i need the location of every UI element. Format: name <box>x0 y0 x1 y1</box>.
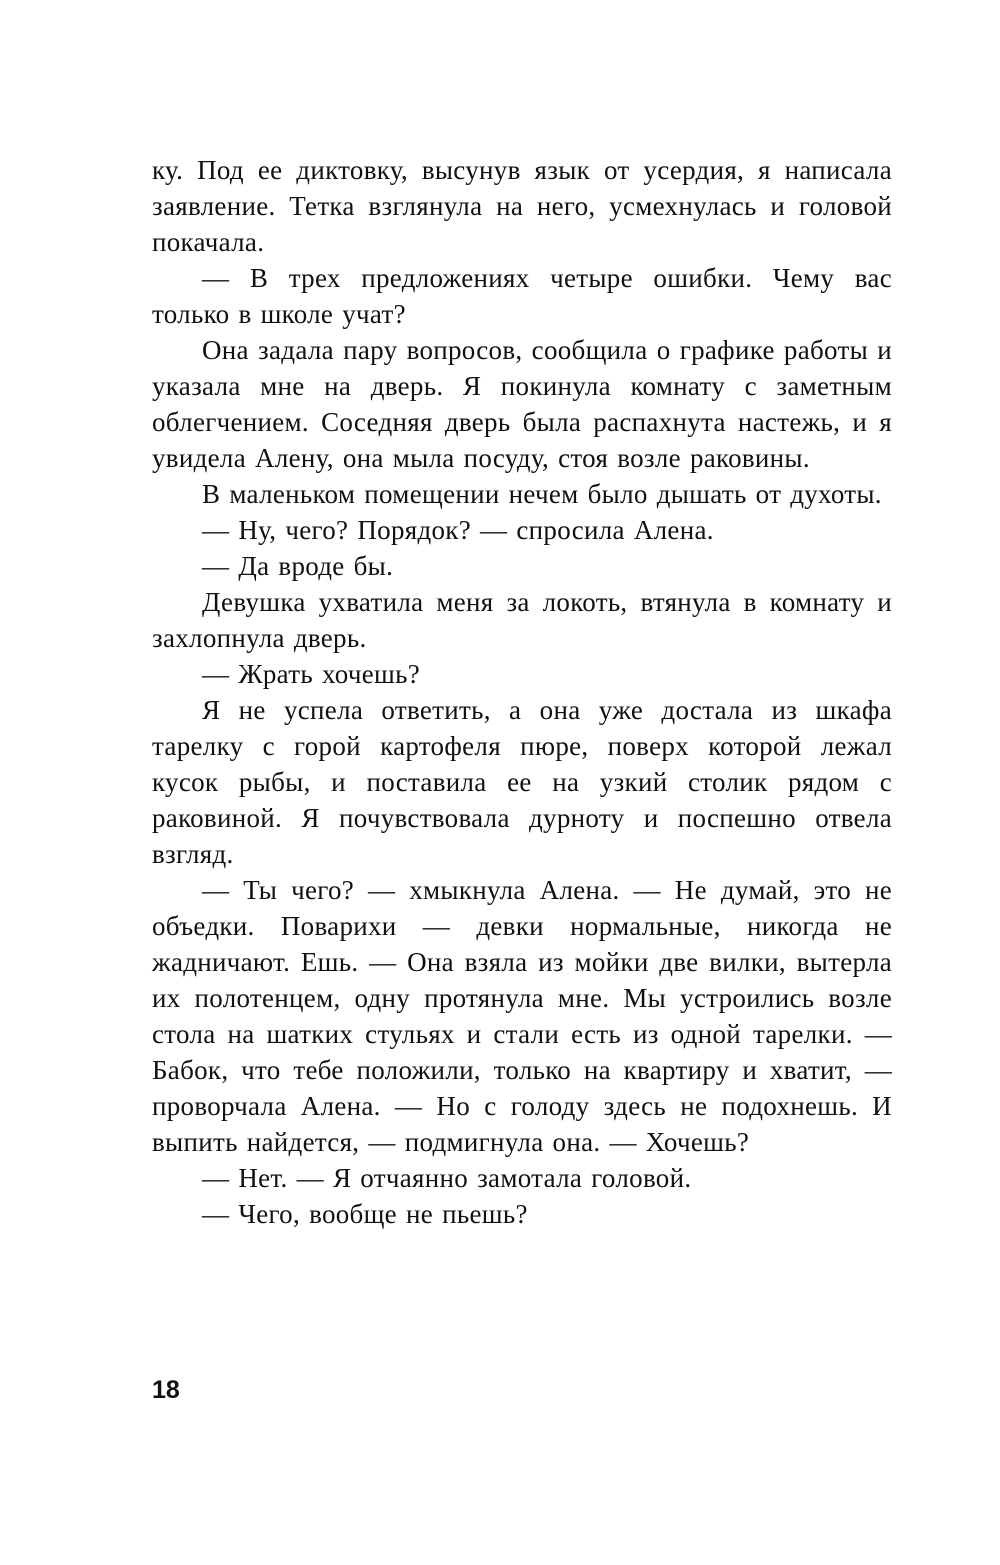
paragraph: — В трех предложениях четыре ошибки. Чему вас только в школе учат? <box>152 263 892 329</box>
paragraph: Я не успела ответить, а она уже достала из шкафа тарелку с горой картофеля пюре, поверх которой лежал кусок рыбы, и поставила ее на узкий столик рядом с раковиной. Я почувствовала дурноту и поспешно отвела взгляд. <box>152 695 892 869</box>
paragraph: — Жрать хочешь? <box>202 659 421 689</box>
paragraph: — Нет. — Я отчаянно замотала головой. <box>202 1163 692 1193</box>
paragraph: Девушка ухватила меня за локоть, втянула в комнату и захлопнула дверь. <box>152 587 892 653</box>
page-number: 18 <box>152 1376 180 1404</box>
paragraph: — Ты чего? — хмыкнула Алена. — Не думай, это не объедки. Поварихи — девки нормальные, никогда не жадничают. Ешь. — Она взяла из мойки две вилки, вытерла их полотенцем, одну протянула мне. Мы устроились возле стола на шатких стульях и стали есть из одной тарелки. — Бабок, что тебе положили, только на квартиру и хватит, — проворчала Алена. — Но с голоду здесь не подохнешь. И выпить найдется, — подмигнула она. — Хочешь? <box>152 875 892 1157</box>
paragraph: В маленьком помещении нечем было дышать от духоты. <box>202 479 882 509</box>
paragraph: Она задала пару вопросов, сообщила о графике работы и указала мне на дверь. Я покинула комнату с заметным облегчением. Соседняя дверь была распахнута настежь, и я увидела Алену, она мыла посуду, стоя возле раковины. <box>152 335 892 473</box>
paragraph: — Чего, вообще не пьешь? <box>202 1199 528 1229</box>
paragraph: — Ну, чего? Порядок? — спросила Алена. <box>202 515 714 545</box>
paragraph: ку. Под ее диктовку, высунув язык от усердия, я написала заявление. Тетка взглянула на него, усмехнулась и головой покачала. <box>152 155 892 257</box>
page-text <box>152 152 892 1232</box>
paragraph: — Да вроде бы. <box>202 551 394 581</box>
